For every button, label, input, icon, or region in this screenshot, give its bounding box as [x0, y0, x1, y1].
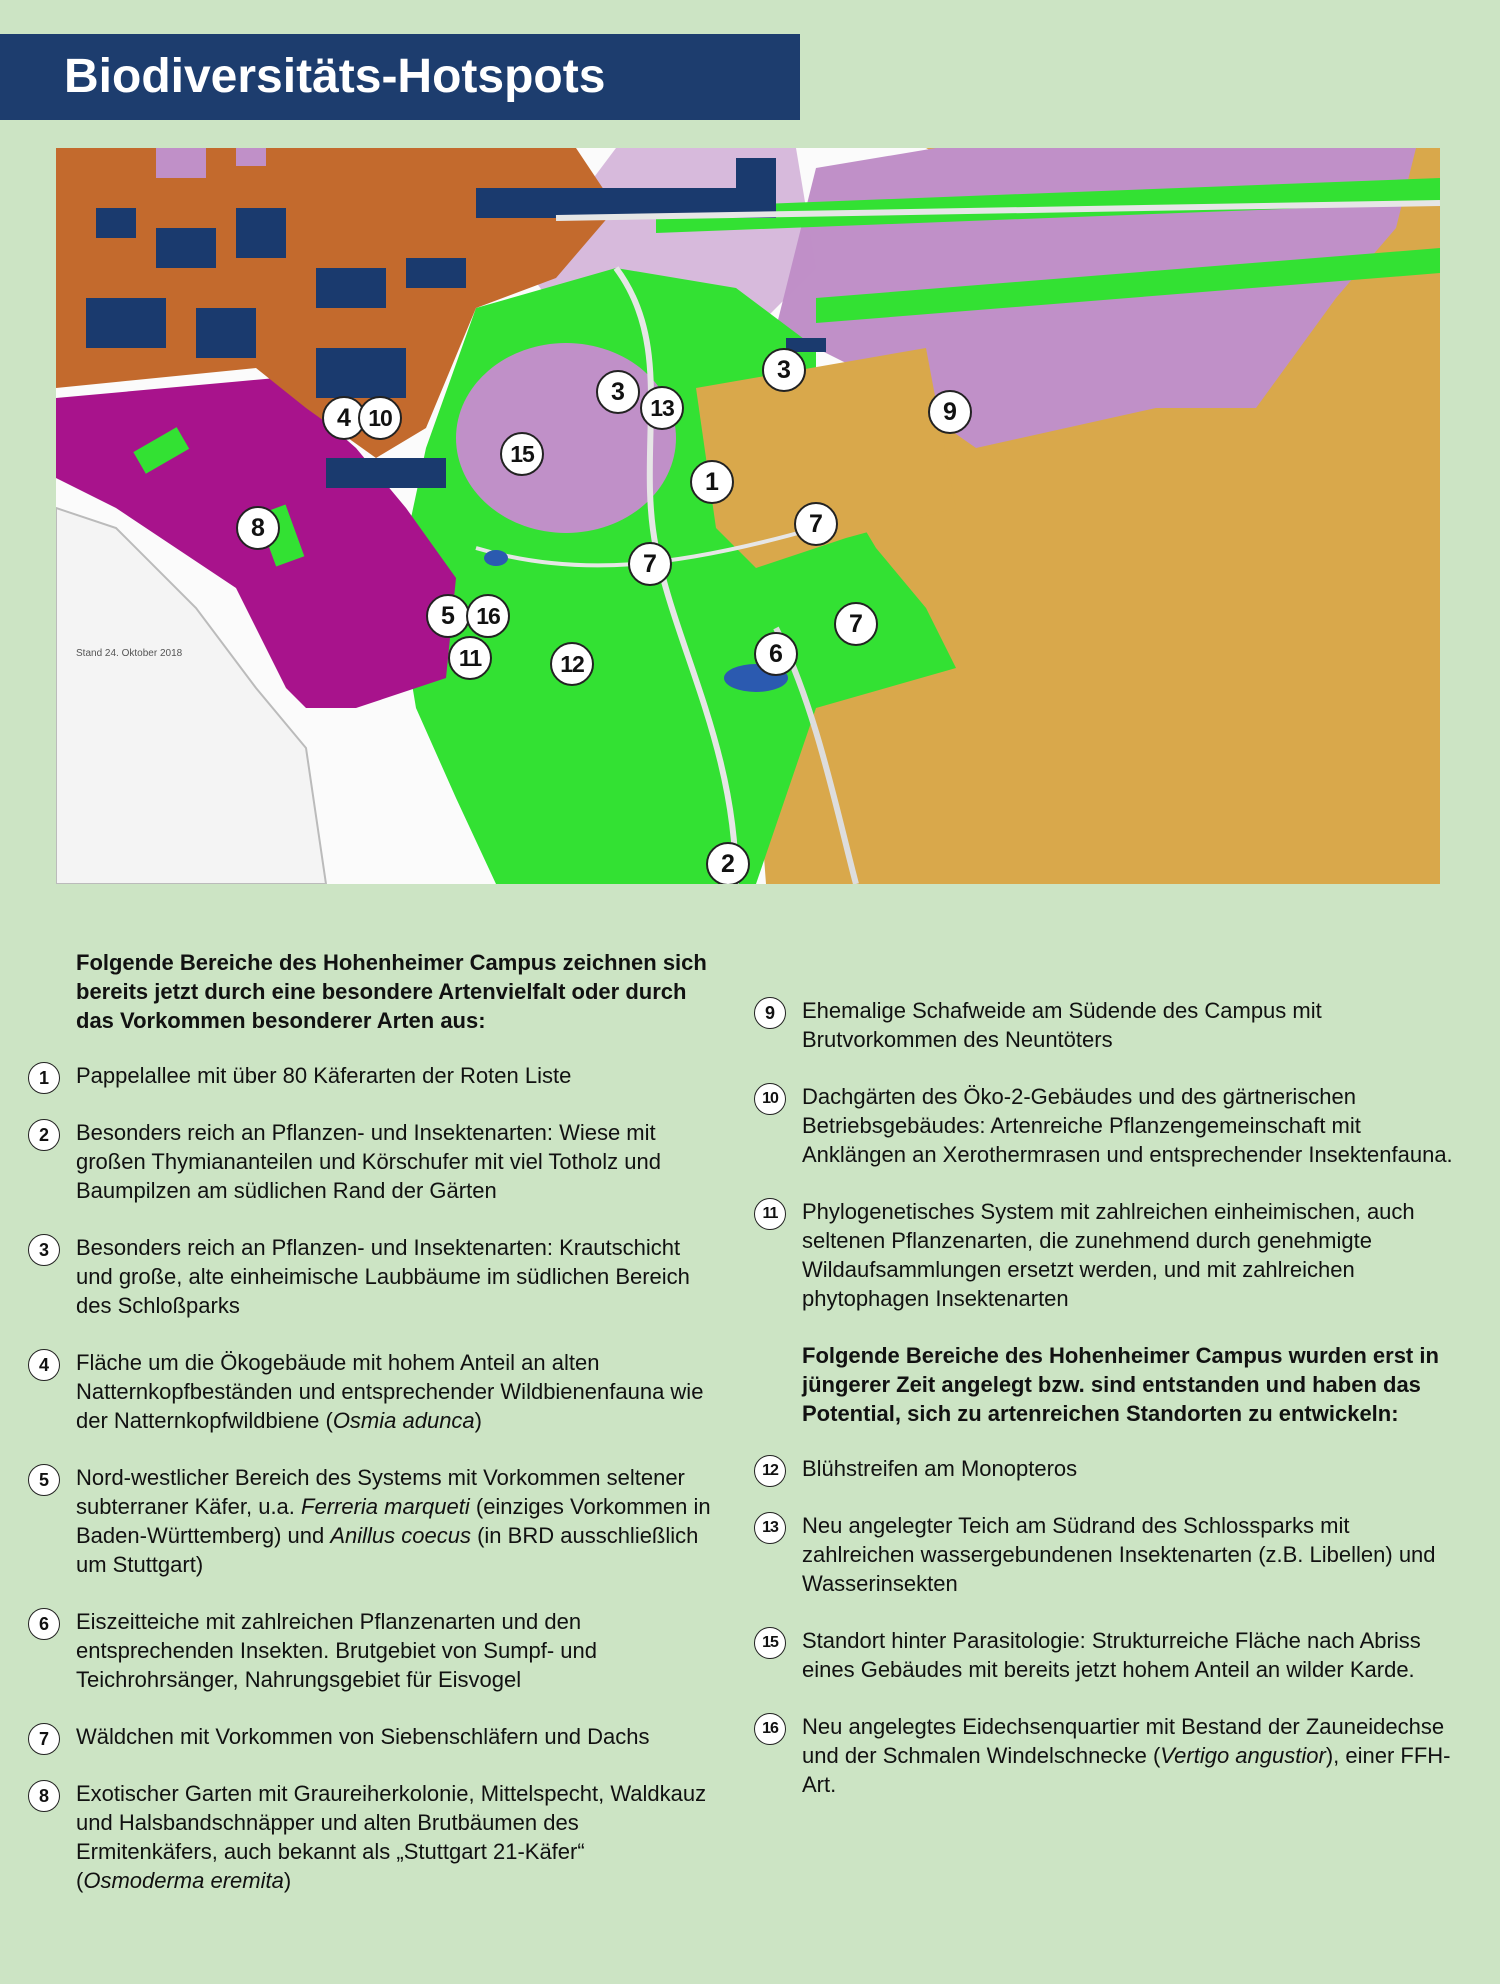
legend-number: 4	[28, 1349, 60, 1381]
legend-item-9	[754, 996, 1466, 1054]
page-title: Biodiversitäts-Hotspots	[0, 34, 800, 120]
marker-15: 15	[500, 432, 544, 476]
legend-heading-existing: Folgende Bereiche des Hohenheimer Campus zeichnen sich bereits jetzt durch eine besondere Artenvielfalt oder durch das Vorkommen besonderer Arten aus:	[76, 950, 707, 1033]
marker-7-east: 7	[834, 602, 878, 646]
marker-3-west: 3	[596, 370, 640, 414]
legend-item-10	[754, 1082, 1466, 1169]
legend-text-tail: ), einer FFH-Art.	[802, 1743, 1451, 1797]
legend-text: Neu angelegtes Eidechsenquartier mit Bestand der Zauneidechse und der Schmalen Windelschnecke (	[802, 1714, 1445, 1768]
legend-number: 16	[754, 1713, 786, 1745]
legend-item-7	[28, 1722, 718, 1751]
legend-right-column	[754, 996, 1466, 1827]
legend-item-12	[754, 1454, 1466, 1483]
legend-text: Pappelallee mit über 80 Käferarten der Roten Liste	[76, 1063, 572, 1088]
marker-7-north: 7	[794, 502, 838, 546]
legend-text: Exotischer Garten mit Graureiherkolonie, Mittelspecht, Waldkauz und Halsbandschnäpper und alten Brutbäumen des Ermitenkäfers, auch bekannt als „Stuttgart 21-Käfer“ (	[76, 1781, 707, 1893]
legend-species: Osmia adunca	[332, 1408, 475, 1433]
marker-9: 9	[928, 390, 972, 434]
legend-number: 1	[28, 1062, 60, 1094]
marker-11: 11	[448, 636, 492, 680]
legend-item-5	[28, 1463, 718, 1579]
legend-number: 15	[754, 1627, 786, 1659]
marker-5: 5	[426, 594, 470, 638]
legend-item-11	[754, 1197, 1466, 1313]
legend-number: 5	[28, 1464, 60, 1496]
legend-number: 6	[28, 1608, 60, 1640]
legend-text-tail: )	[474, 1408, 482, 1433]
legend-text: (einziges Vorkommen in Baden-Württemberg) und	[76, 1494, 711, 1548]
legend-text: (in BRD ausschließlich um Stuttgart)	[76, 1523, 699, 1577]
marker-6: 6	[754, 632, 798, 676]
legend-text-tail: )	[283, 1868, 292, 1893]
legend-species: Vertigo angustior	[1160, 1743, 1326, 1768]
legend-text: Standort hinter Parasitologie: Strukturreiche Fläche nach Abriss eines Gebäudes mit bereits jetzt hohem Anteil an wilder Karde.	[802, 1628, 1421, 1682]
legend-species: Osmoderma eremita	[83, 1868, 284, 1893]
legend-number: 9	[754, 997, 786, 1029]
marker-3-east: 3	[762, 348, 806, 392]
legend-text: Phylogenetisches System mit zahlreichen einheimischen, auch seltenen Pflanzenarten, die zunehmend durch genehmigte Wildaufsammlungen ersetzt werden, und mit zahlreichen phytophagen Insektenarten	[802, 1199, 1415, 1311]
legend-item-4	[28, 1348, 718, 1435]
campus-map	[56, 148, 1440, 884]
legend-item-15	[754, 1626, 1466, 1684]
legend-left-column	[28, 948, 718, 1923]
legend-text: Dachgärten des Öko-2-Gebäudes und des gärtnerischen Betriebsgebäudes: Artenreiche Pflanzengemeinschaft mit Anklängen an Xerothermrasen und entsprechender Insektenfauna.	[802, 1084, 1453, 1167]
marker-7-west: 7	[628, 542, 672, 586]
legend-text: Besonders reich an Pflanzen- und Insektenarten: Wiese mit großen Thymiananteilen und Körschufer mit viel Totholz und Baumpilzen am südlichen Rand der Gärten	[76, 1120, 661, 1203]
legend-number: 12	[754, 1455, 786, 1487]
legend-number: 3	[28, 1234, 60, 1266]
legend-item-6	[28, 1607, 718, 1694]
marker-8: 8	[236, 506, 280, 550]
legend-item-2	[28, 1118, 718, 1205]
marker-2: 2	[706, 842, 750, 884]
legend-number: 10	[754, 1083, 786, 1115]
legend-item-8	[28, 1779, 718, 1895]
legend-species: Anillus coecus	[330, 1523, 471, 1548]
legend-text: Blühstreifen am Monopteros	[802, 1456, 1078, 1481]
legend-text: Ehemalige Schafweide am Südende des Campus mit Brutvorkommen des Neuntöters	[802, 998, 1322, 1052]
marker-13: 13	[640, 386, 684, 430]
legend-item-3	[28, 1233, 718, 1320]
legend-text: Neu angelegter Teich am Südrand des Schlossparks mit zahlreichen wassergebundenen Insektenarten (z.B. Libellen) und Wasserinsekten	[802, 1513, 1436, 1596]
legend-item-1	[28, 1061, 718, 1090]
legend-item-16	[754, 1712, 1466, 1799]
marker-16: 16	[466, 594, 510, 638]
marker-12: 12	[550, 642, 594, 686]
legend-text: Besonders reich an Pflanzen- und Insektenarten: Krautschicht und große, alte einheimische Laubbäume im südlichen Bereich des Schloßparks	[76, 1235, 690, 1318]
marker-1: 1	[690, 460, 734, 504]
legend-text: Eiszeitteiche mit zahlreichen Pflanzenarten und den entsprechenden Insekten. Brutgebiet von Sumpf- und Teichrohrsänger, Nahrungsgebiet für Eisvogel	[76, 1609, 598, 1692]
legend-heading-new: Folgende Bereiche des Hohenheimer Campus wurden erst in jüngerer Zeit angelegt bzw. sind entstanden und haben das Potential, sich zu artenreichen Standorten zu entwickeln:	[802, 1343, 1439, 1426]
legend-text: Fläche um die Ökogebäude mit hohem Anteil an alten Natternkopfbeständen und entsprechender Wildbienenfauna wie der Natternkopfwildbiene (	[76, 1350, 704, 1433]
legend-number: 8	[28, 1780, 60, 1812]
legend-number: 13	[754, 1512, 786, 1544]
legend-item-13	[754, 1511, 1466, 1598]
legend-species: Ferreria marqueti	[301, 1494, 470, 1519]
legend-number: 7	[28, 1723, 60, 1755]
legend-number: 11	[754, 1198, 786, 1230]
map-date-stamp: Stand 24. Oktober 2018	[76, 648, 183, 659]
legend-text: Nord-westlicher Bereich des Systems mit Vorkommen seltener subterraner Käfer, u.a.	[76, 1465, 685, 1519]
marker-10: 10	[358, 396, 402, 440]
marker-4: 4	[322, 396, 366, 440]
legend-text: Wäldchen mit Vorkommen von Siebenschläfern und Dachs	[76, 1724, 650, 1749]
legend-number: 2	[28, 1119, 60, 1151]
